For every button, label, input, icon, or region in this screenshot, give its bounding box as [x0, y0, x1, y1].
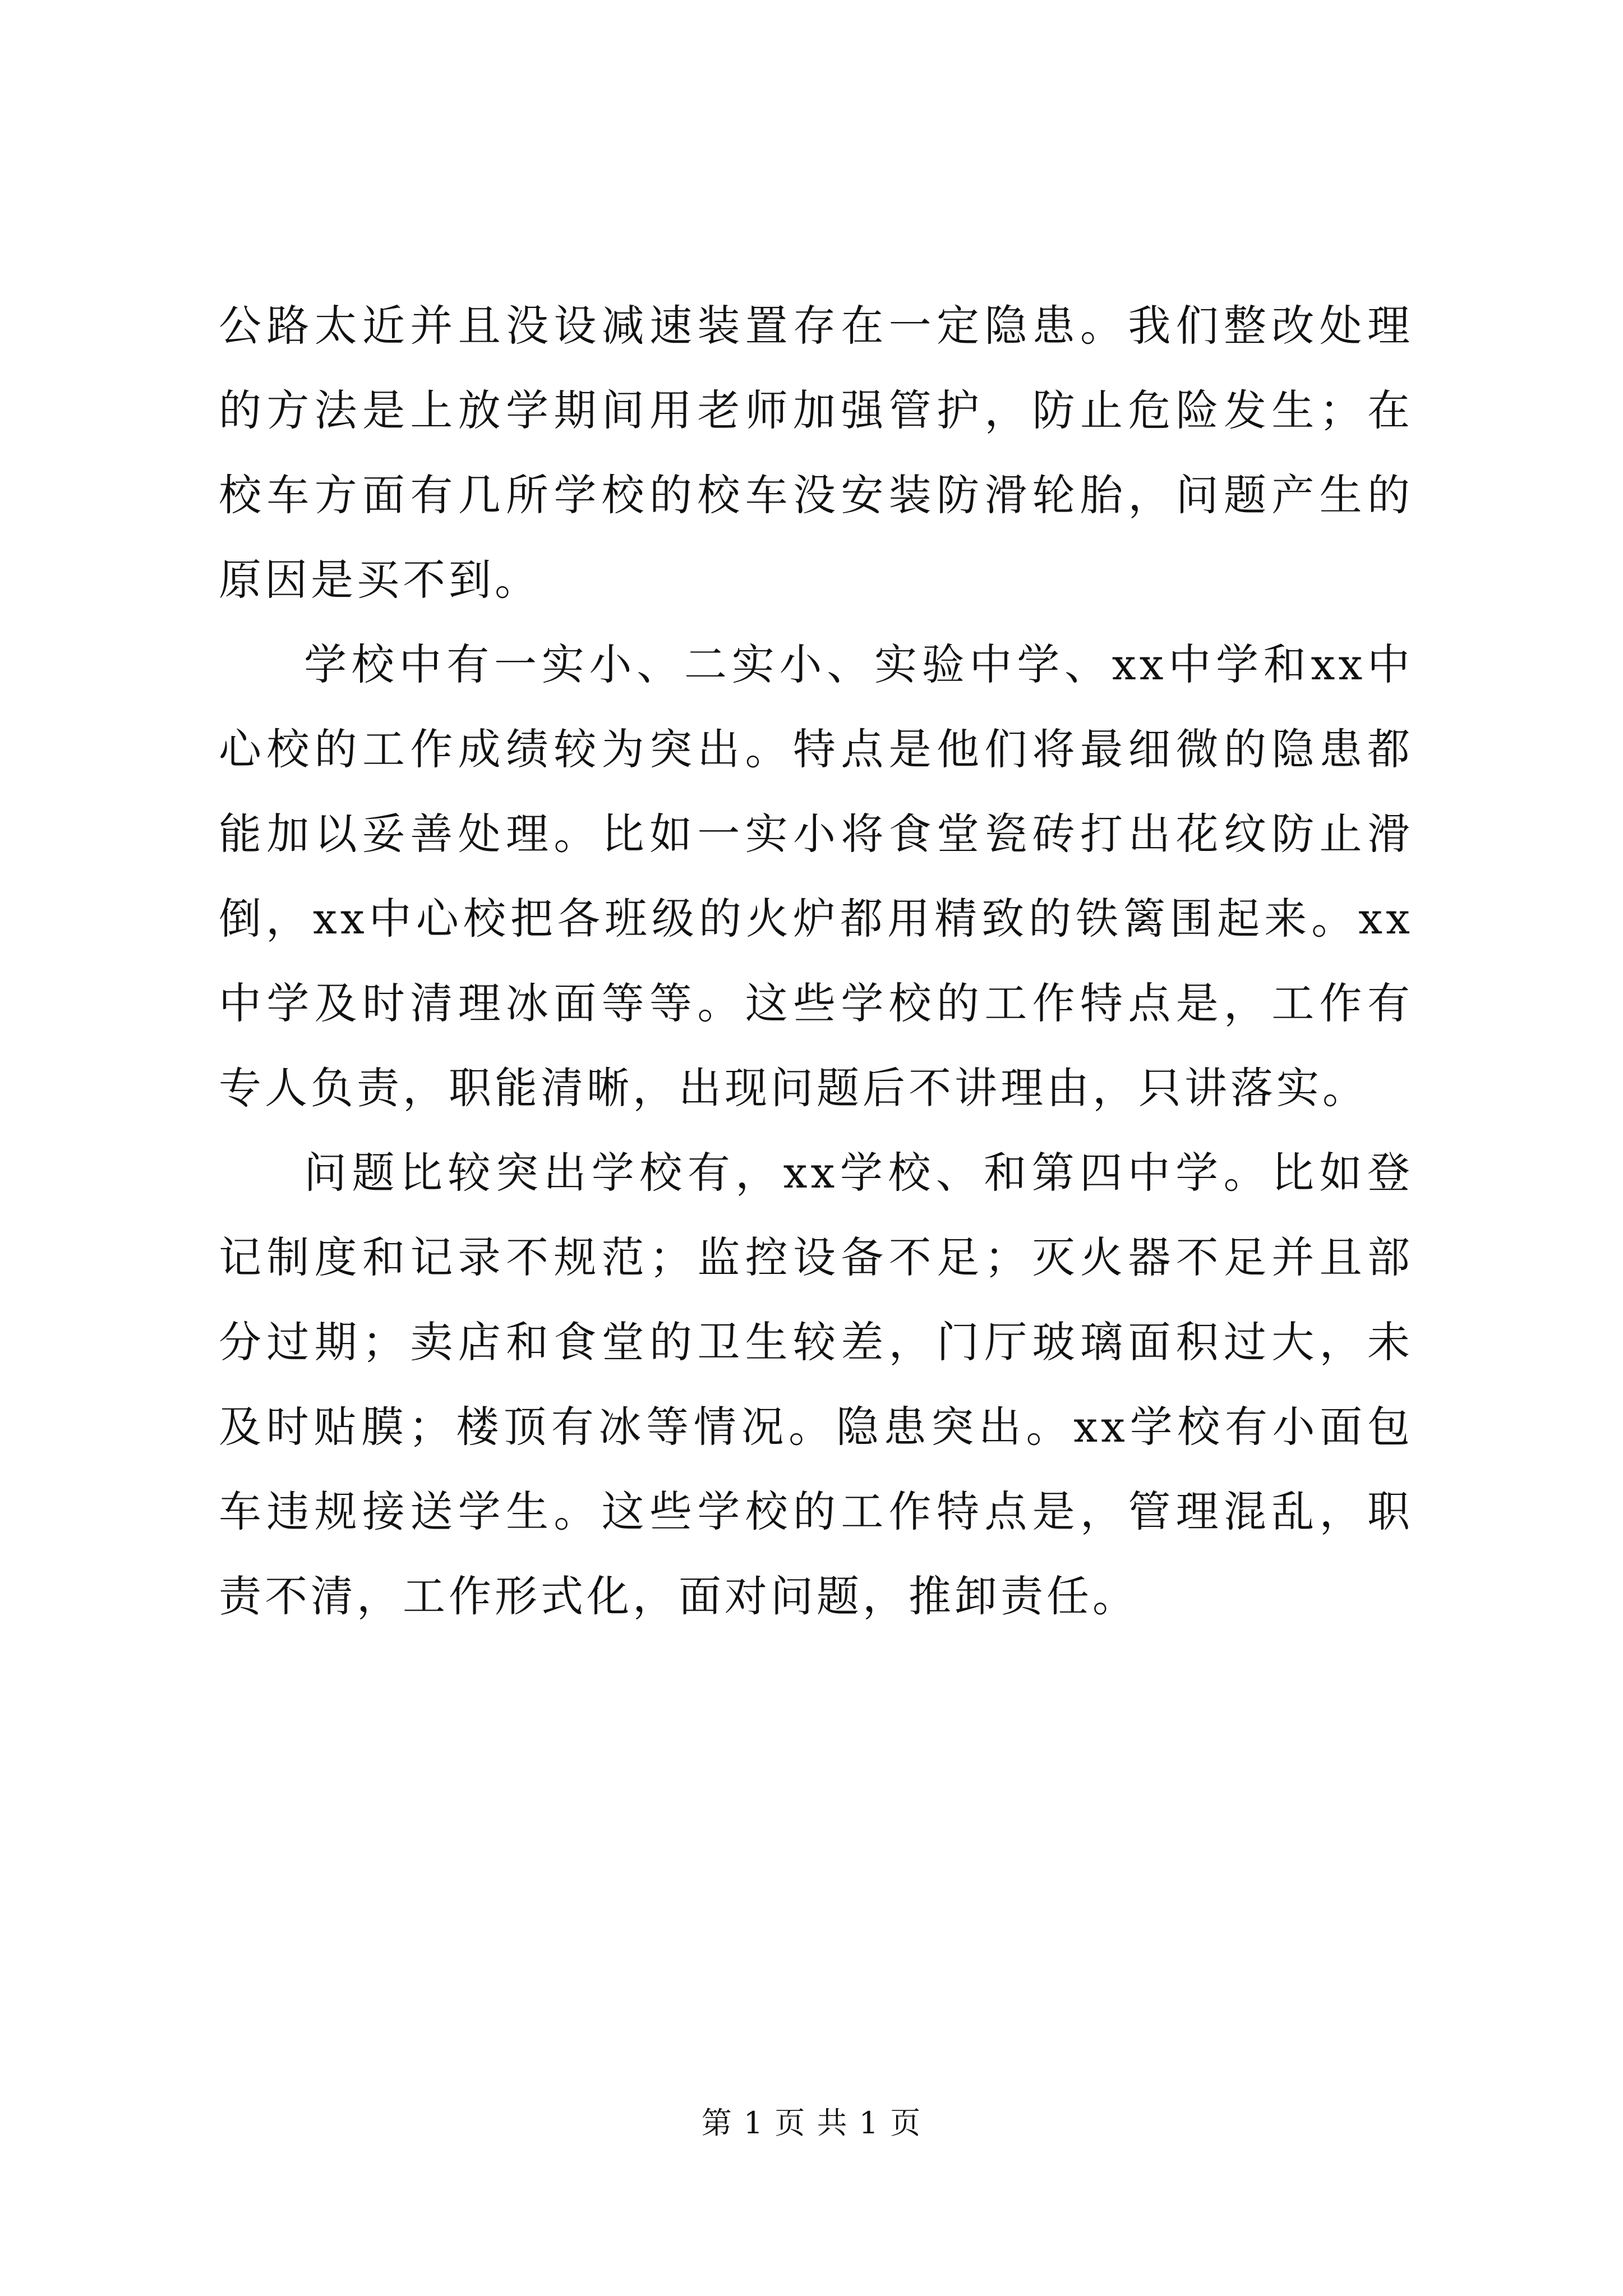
paragraph-continued-safety-hazards: 公路太近并且没设减速装置存在一定隐患。我们整改处理的方法是上放学期间用老师加强管护，防止危险发生；在校车方面有几所学校的校车没安装防滑轮胎，问题产生的原因是买不到。: [219, 301, 1413, 605]
document-body: [219, 283, 1413, 1639]
page-footer: 第 1 页 共 1 页: [701, 2105, 922, 2141]
paragraph-problem-schools: 问题比较突出学校有，xx学校、和第四中学。比如登记制度和记录不规范；监控设备不足；灭火器不足并且部分过期；卖店和食堂的卫生较差，门厅玻璃面积过大，未及时贴膜；楼顶有冰等情况。隐患突出。xx学校有小面包车违规接送学生。这些学校的工作特点是，管理混乱，职责不清，工作形式化，面对问题，推卸责任。: [219, 1148, 1413, 1621]
paragraph-outstanding-schools: 学校中有一实小、二实小、实验中学、xx中学和xx中心校的工作成绩较为突出。特点是他们将最细微的隐患都能加以妥善处理。比如一实小将食堂瓷砖打出花纹防止滑倒，xx中心校把各班级的火炉都用精致的铁篱围起来。xx中学及时清理冰面等等。这些学校的工作特点是，工作有专人负责，职能清晰，出现问题后不讲理由，只讲落实。: [219, 639, 1413, 1113]
